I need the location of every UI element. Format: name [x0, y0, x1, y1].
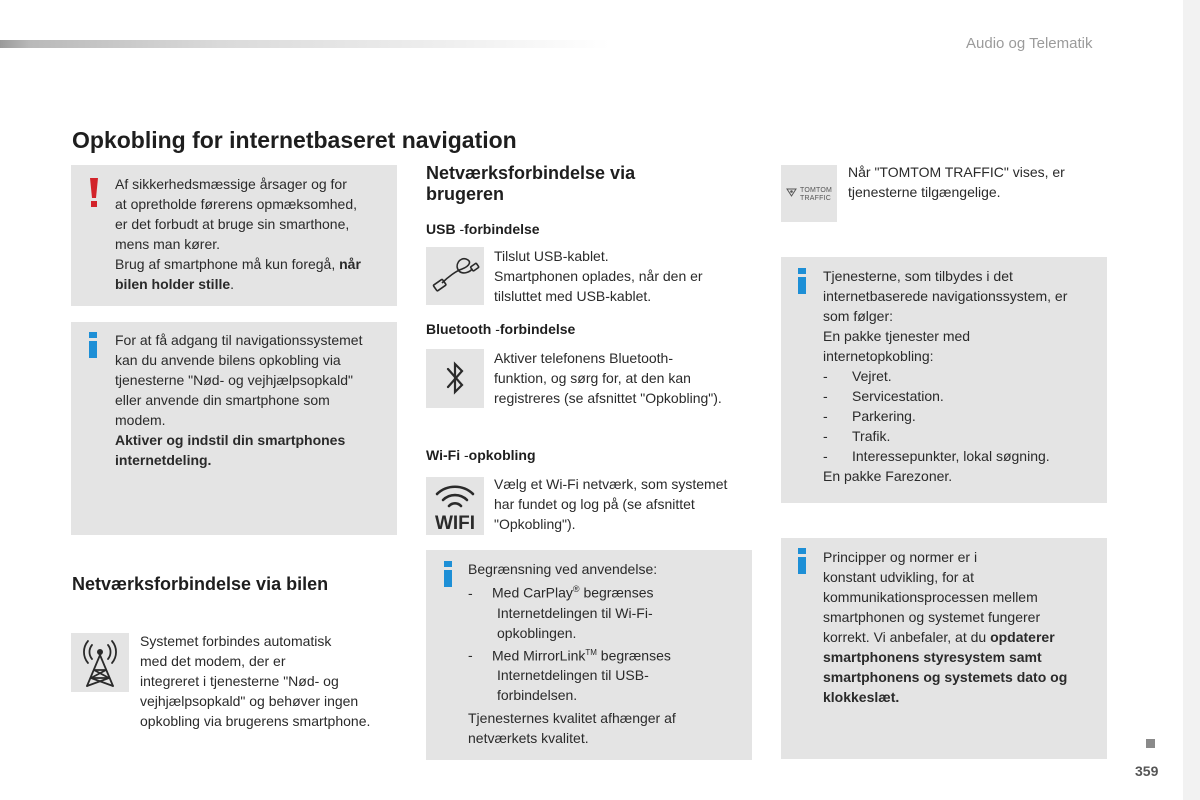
vehicle-section-text: [140, 631, 400, 731]
user-heading-line: brugeren: [426, 184, 505, 204]
principles-text-fragment: korrekt. Vi anbefaler, at du: [823, 629, 991, 645]
tomtom-line: tjenesterne tilgængelige.: [848, 184, 1001, 200]
principles-bold-line: smartphonens og systemets dato og: [823, 669, 1068, 685]
bluetooth-line: funktion, og sørg for, at den kan: [494, 370, 691, 386]
page-corner-marker: [1146, 739, 1155, 748]
list-dash: -: [823, 388, 828, 404]
tomtom-text: [848, 162, 1108, 202]
bluetooth-label-separator: -: [491, 321, 500, 337]
tomtom-logo-line: TOMTOM: [800, 187, 833, 194]
limits-item-text: begrænses: [596, 647, 671, 664]
bluetooth-line: Aktiver telefonens Bluetooth-: [494, 350, 673, 366]
list-dash: -: [823, 448, 828, 464]
services-item-text: Trafik.: [852, 428, 891, 444]
wifi-label-text: opkobling: [468, 447, 536, 463]
services-list-item: [823, 366, 1103, 386]
services-list-item: [823, 426, 1103, 446]
tomtom-line: Når "TOMTOM TRAFFIC" vises, er: [848, 164, 1065, 180]
principles-line: konstant udvikling, for at: [823, 569, 974, 585]
header-gradient-bar: [0, 40, 610, 48]
antenna-icon: [71, 633, 129, 692]
list-dash: -: [823, 408, 828, 424]
wifi-icon-text: WIFI: [434, 513, 476, 534]
principles-bold-line: klokkeslæt.: [823, 689, 900, 705]
vehicle-line: integreret i tjenesterne "Nød- og: [140, 673, 339, 689]
limits-item-text: begrænses: [579, 584, 654, 601]
warning-text-fragment: Brug af smartphone må kun foregå,: [115, 256, 340, 272]
principles-line: kommunikationsprocessen mellem: [823, 589, 1038, 605]
wifi-icon: [426, 477, 484, 535]
usb-cable-icon: [426, 247, 484, 305]
services-line: En pakke tjenester med: [823, 328, 971, 344]
tomtom-logo-line: TRAFFIC: [800, 195, 831, 202]
limits-footer: netværkets kvalitet.: [468, 730, 589, 747]
page-title: Opkobling for internetbaseret navigation: [72, 127, 517, 153]
wifi-label-separator: -: [460, 447, 469, 463]
services-text: [823, 266, 1103, 486]
wifi-icon-tile: [426, 477, 484, 535]
warning-line: [115, 254, 395, 274]
principles-line: [823, 627, 1103, 647]
bluetooth-icon-tile: [426, 349, 484, 408]
limits-item-cont: forbindelsen.: [497, 687, 578, 704]
limits-item: [468, 643, 748, 666]
wifi-text: [494, 474, 759, 534]
warning-line: Af sikkerhedsmæssige årsager og for: [115, 176, 347, 192]
wifi-line: "Opkobling").: [494, 516, 576, 532]
warning-bold-text: når: [339, 256, 361, 272]
principles-bold-text: opdaterer: [990, 629, 1055, 645]
info-text-left: [115, 330, 393, 470]
list-dash: -: [468, 584, 473, 601]
principles-bold-line: smartphonens styresystem samt: [823, 649, 1042, 665]
list-dash: -: [468, 647, 473, 664]
services-footer: En pakke Farezoner.: [823, 468, 953, 484]
vehicle-line: Systemet forbindes automatisk: [140, 633, 332, 649]
services-list-item: [823, 386, 1103, 406]
principles-line: Principper og normer er i: [823, 549, 978, 565]
info-icon: [443, 561, 453, 587]
services-item-text: Servicestation.: [852, 388, 944, 404]
limits-item: [468, 579, 748, 603]
info-line: tjenesterne "Nød- og vejhjælpsopkald": [115, 372, 353, 388]
usb-line: tilsluttet med USB-kablet.: [494, 288, 652, 304]
bluetooth-line: registreres (se afsnittet "Opkobling").: [494, 390, 722, 406]
warning-text-fragment: .: [230, 276, 235, 292]
warning-line: er det forbudt at bruge sin smarthone,: [115, 216, 350, 232]
user-section-heading: [426, 163, 635, 205]
vehicle-line: opkobling via brugerens smartphone.: [140, 713, 371, 729]
list-dash: -: [823, 428, 828, 444]
antenna-icon-tile: [71, 633, 129, 692]
services-item-text: Vejret.: [852, 368, 892, 384]
limits-item-cont: Internetdelingen til Wi-Fi-: [497, 604, 653, 621]
services-line: Tjenesterne, som tilbydes i det: [823, 268, 1013, 284]
services-list-item: [823, 406, 1103, 426]
info-bold-line: Aktiver og indstil din smartphones: [115, 432, 346, 448]
info-line: For at få adgang til navigationssystemet: [115, 332, 363, 348]
section-title: Audio og Telematik: [966, 35, 1093, 52]
wifi-label-text: Wi-Fi: [426, 447, 461, 463]
vehicle-section-heading: Netværksforbindelse via bilen: [72, 574, 329, 594]
limits-title: Begrænsning ved anvendelse:: [468, 561, 658, 577]
vehicle-line: vejhjælpsopkald" og behøver ingen: [140, 693, 359, 709]
services-item-text: Parkering.: [852, 408, 916, 424]
warning-text: [115, 174, 395, 294]
bluetooth-text: [494, 348, 764, 408]
services-item-text: Interessepunkter, lokal søgning.: [852, 448, 1050, 464]
bluetooth-label: [426, 321, 575, 337]
bluetooth-label-text: forbindelse: [499, 321, 576, 337]
info-icon: [797, 268, 807, 294]
info-line: kan du anvende bilens opkobling via: [115, 352, 341, 368]
limits-footer: Tjenesternes kvalitet afhænger af: [468, 710, 676, 727]
usb-label: [426, 221, 540, 237]
principles-line: smartphonen og systemet fungerer: [823, 609, 1041, 625]
info-icon: [797, 548, 807, 574]
usb-line: Smartphonen oplades, når den er: [494, 268, 703, 284]
wifi-label: [426, 447, 536, 463]
usb-text: [494, 246, 754, 306]
bluetooth-label-text: Bluetooth: [426, 321, 492, 337]
principles-text: [823, 547, 1103, 707]
page-number: 359: [1135, 763, 1159, 779]
list-dash: -: [823, 368, 828, 384]
tomtom-logo-text: [800, 187, 832, 203]
bluetooth-icon: [426, 349, 484, 408]
registered-mark: ®: [572, 584, 580, 594]
tomtom-traffic-logo: [781, 165, 837, 222]
tomtom-logo-icon: [781, 165, 801, 222]
warning-bold-text: bilen holder stille: [115, 276, 231, 292]
services-line: internetbaserede navigationssystem, er: [823, 288, 1068, 304]
info-icon: [88, 332, 98, 358]
user-heading-line: Netværksforbindelse via: [426, 163, 636, 183]
limits-item-text: Med CarPlay: [492, 584, 573, 601]
usb-icon-tile: [426, 247, 484, 305]
info-bold-line: internetdeling.: [115, 452, 212, 468]
limits-item-cont: opkoblingen.: [497, 624, 577, 641]
info-line: modem.: [115, 412, 166, 428]
trademark-mark: TM: [585, 647, 597, 657]
services-line: som følger:: [823, 308, 894, 324]
warning-line: mens man kører.: [115, 236, 221, 252]
warning-line: at opretholde førerens opmæksomhed,: [115, 196, 358, 212]
wifi-line: har fundet og log på (se afsnittet: [494, 496, 695, 512]
vehicle-line: med det modem, der er: [140, 653, 286, 669]
warning-exclamation-icon: [88, 178, 100, 208]
info-line: eller anvende din smartphone som: [115, 392, 330, 408]
wifi-line: Vælg et Wi-Fi netværk, som systemet: [494, 476, 728, 492]
page-edge-strip: [1183, 0, 1200, 800]
services-list-item: [823, 446, 1103, 466]
usb-label-separator: -: [455, 221, 465, 237]
usb-label-text: forbindelse: [464, 221, 540, 237]
limits-text: [468, 559, 748, 748]
usb-line: Tilslut USB-kablet.: [494, 248, 609, 264]
limits-item-cont: Internetdelingen til USB-: [497, 667, 649, 684]
services-line: internetopkobling:: [823, 348, 934, 364]
warning-line: [115, 274, 395, 294]
usb-label-text: USB: [426, 221, 456, 237]
limits-item-text: Med MirrorLink: [492, 647, 586, 664]
